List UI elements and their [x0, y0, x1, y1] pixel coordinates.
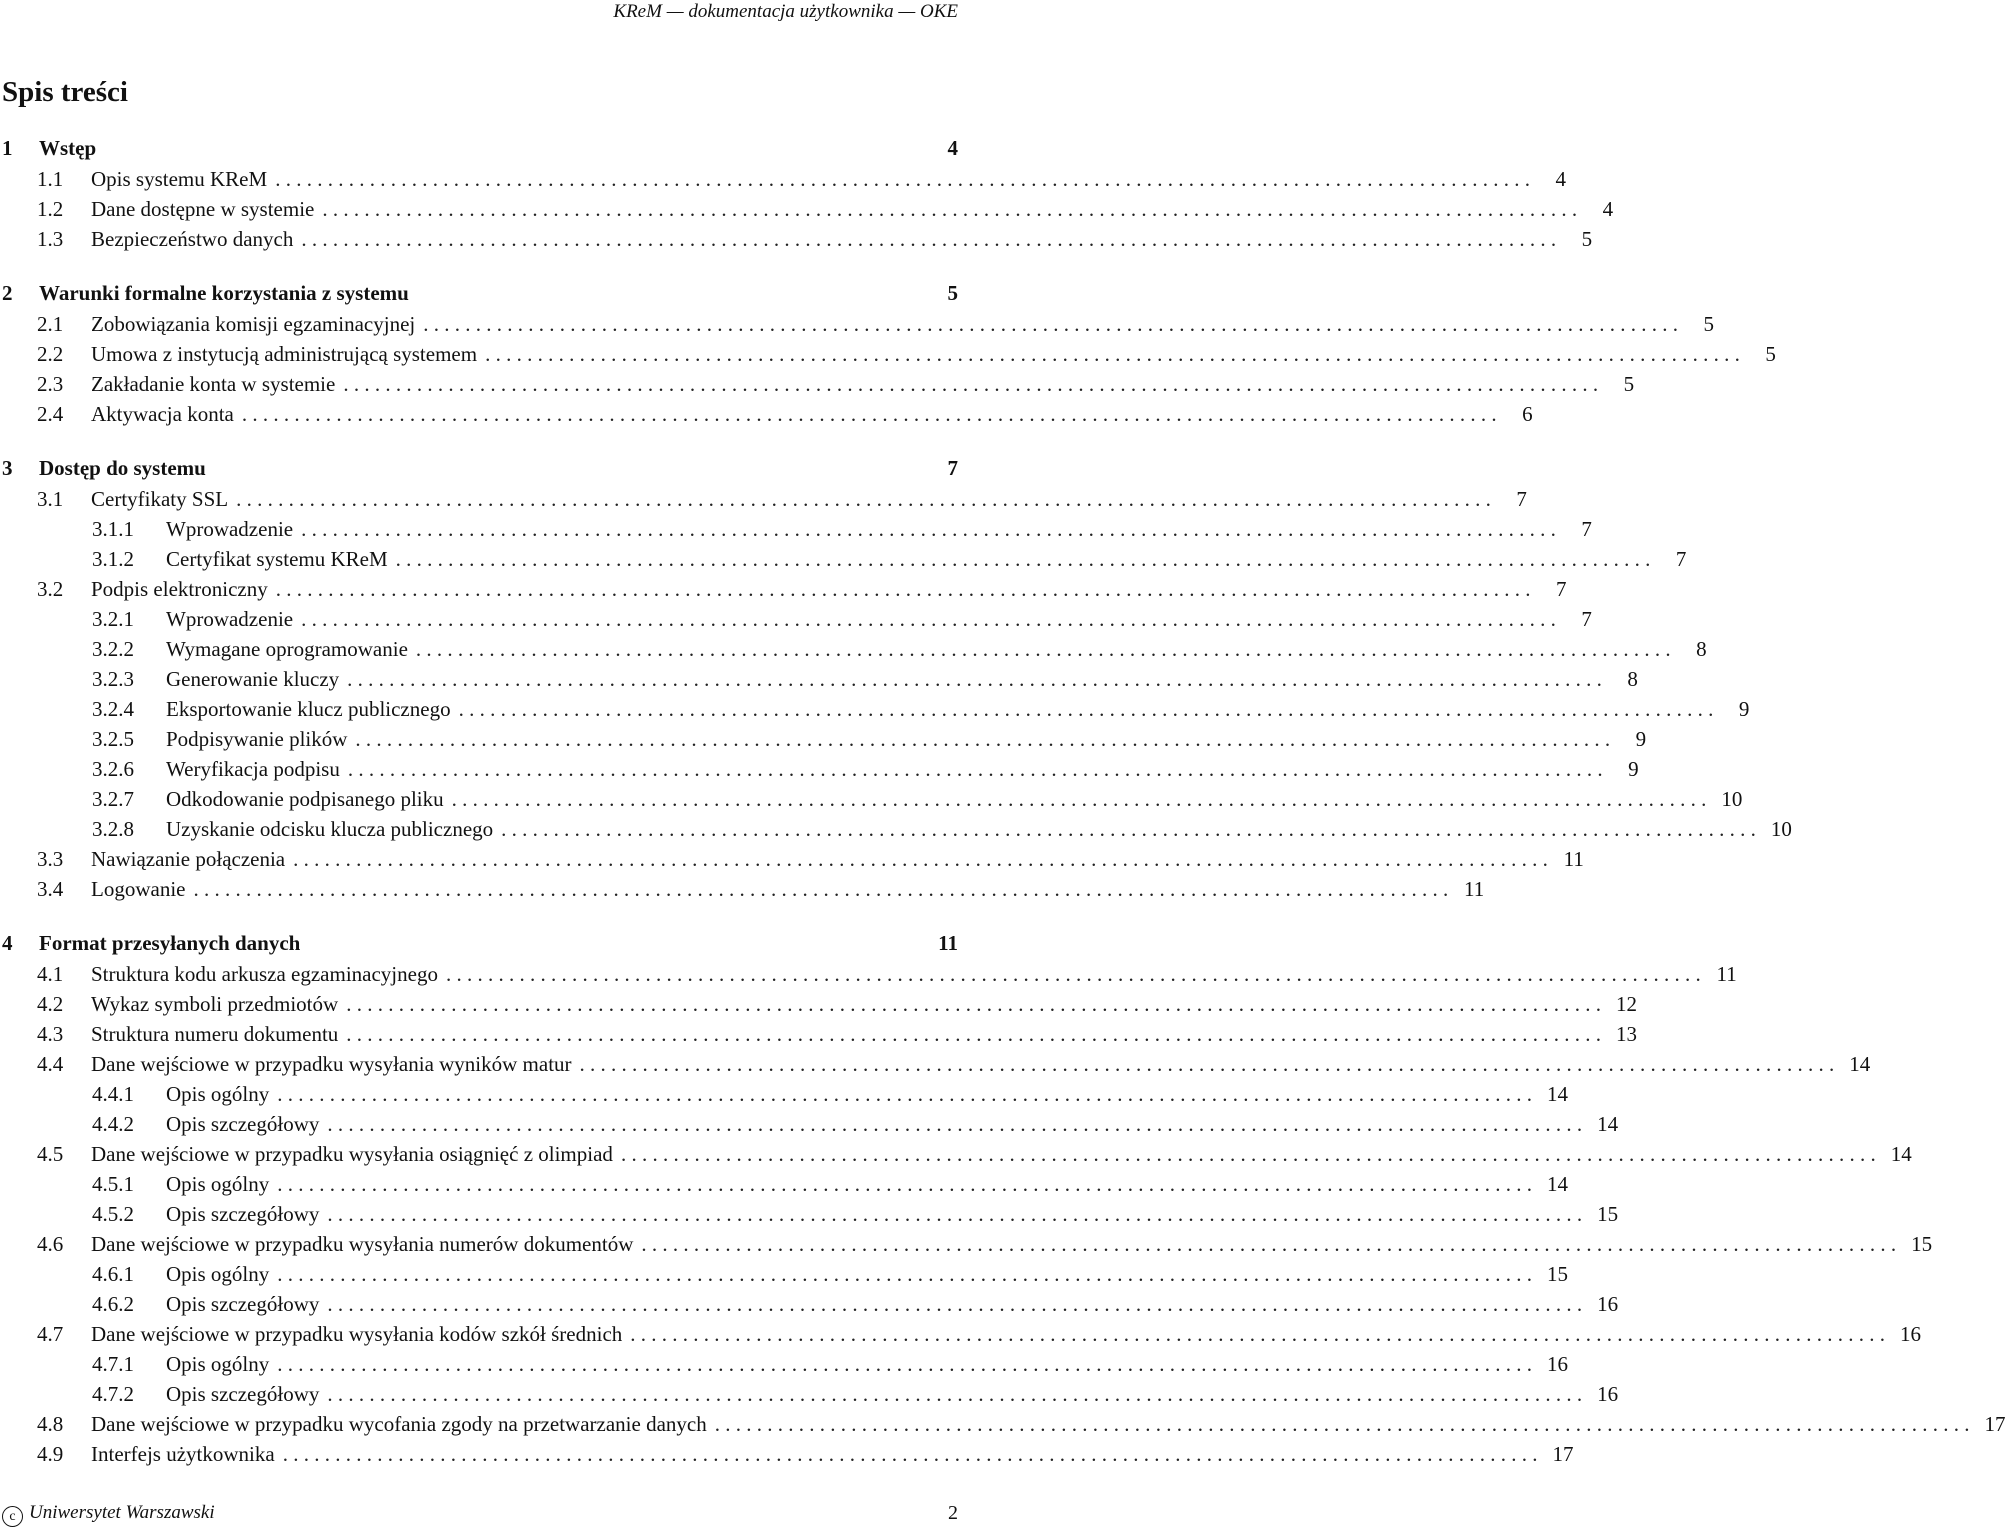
toc-entry-title: Nawiązanie połączenia: [91, 847, 286, 871]
toc-entry-title: Podpisywanie plików: [166, 727, 348, 751]
toc-entry[interactable]: [0, 989, 1637, 1019]
toc-entry-number: 4.4.2: [92, 1112, 134, 1136]
toc-entry[interactable]: [0, 664, 1638, 694]
toc-entry-number: 2.2: [37, 342, 64, 366]
toc-entry-page: 5: [1581, 227, 1593, 251]
toc-dot-leader: . . . . . . . . . . . . . . . . . . . . . . . . . . . . . . . . . . . . . . . . . . . . . . . . . . . . . . . . . . . . . . . . . . . . . . . . . . . . . . . . . . . . . . . . . . . . . . . . . . . . . . . . . . . . . . . . . . . . . . . .: [277, 1262, 1533, 1286]
toc-entry-title: Generowanie kluczy: [166, 667, 340, 691]
toc-entry-number: 3.2.8: [92, 817, 134, 841]
toc-entry-page: 7: [1516, 487, 1527, 511]
toc-entry[interactable]: [0, 514, 1592, 544]
toc-entry-page: 14: [1849, 1052, 1871, 1076]
toc-entry[interactable]: [0, 694, 1750, 724]
toc-entry[interactable]: [0, 959, 1737, 989]
toc-dot-leader: . . . . . . . . . . . . . . . . . . . . . . . . . . . . . . . . . . . . . . . . . . . . . . . . . . . . . . . . . . . . . . . . . . . . . . . . . . . . . . . . . . . . . . . . . . . . . . . . . . . . . . . . . . . . . . . . . . . . . . . .: [282, 1442, 1538, 1466]
toc-entry[interactable]: [0, 1229, 1933, 1259]
toc-entry[interactable]: [0, 634, 1707, 664]
toc-entry-title: Opis ogólny: [166, 1262, 270, 1286]
toc-entry-page: 16: [1900, 1322, 1922, 1346]
toc-dot-leader: . . . . . . . . . . . . . . . . . . . . . . . . . . . . . . . . . . . . . . . . . . . . . . . . . . . . . . . . . . . . . . . . . . . . . . . . . . . . . . . . . . . . . . . . . . . . . . . . . . . . . . . . . . . . . . . . . . . . . . . .: [501, 817, 1756, 841]
toc-entry-title: Zakładanie konta w systemie: [91, 372, 336, 396]
toc-dot-leader: . . . . . . . . . . . . . . . . . . . . . . . . . . . . . . . . . . . . . . . . . . . . . . . . . . . . . . . . . . . . . . . . . . . . . . . . . . . . . . . . . . . . . . . . . . . . . . . . . . . . . . . . . . . . . . . . . . . . . . . .: [193, 877, 1449, 901]
toc-entry-title: Opis szczegółowy: [166, 1292, 320, 1316]
toc-entry-page: 7: [947, 456, 958, 480]
toc-entry[interactable]: [0, 369, 1635, 399]
toc-entry-page: 11: [1716, 962, 1737, 986]
toc-entry-page: 9: [1628, 757, 1639, 781]
toc-entry[interactable]: [0, 224, 1593, 254]
toc-entry[interactable]: [0, 1439, 1574, 1469]
toc-entry-title: Dane wejściowe w przypadku wycofania zgody na przetwarzanie danych: [91, 1412, 707, 1436]
copyright-icon: c: [2, 1506, 23, 1527]
toc-entry-title: Dane wejściowe w przypadku wysyłania osiągnięć z olimpiad: [91, 1142, 613, 1166]
toc-entry[interactable]: [0, 1259, 1569, 1289]
toc-entry-title: Wstęp: [39, 136, 97, 160]
toc-entry-number: 4.9: [37, 1442, 64, 1466]
toc-entry-number: 4.5.2: [92, 1202, 134, 1226]
toc-dot-leader: . . . . . . . . . . . . . . . . . . . . . . . . . . . . . . . . . . . . . . . . . . . . . . . . . . . . . . . . . . . . . . . . . . . . . . . . . . . . . . . . . . . . . . . . . . . . . . . . . . . . . . . . . . . . . . . . . . . . . . . .: [347, 667, 1602, 691]
toc-entry-title: Aktywacja konta: [91, 402, 234, 426]
toc-entry-page: 15: [1597, 1202, 1619, 1226]
toc-entry-page: 9: [1635, 727, 1647, 751]
toc-dot-leader: . . . . . . . . . . . . . . . . . . . . . . . . . . . . . . . . . . . . . . . . . . . . . . . . . . . . . . . . . . . . . . . . . . . . . . . . . . . . . . . . . . . . . . . . . . . . . . . . . . . . . . . . . . . . . . . . . . . . . . . .: [620, 1142, 1876, 1166]
toc-entry-title: Weryfikacja podpisu: [166, 757, 340, 781]
toc-entry-page: 12: [1615, 992, 1637, 1016]
toc-entry-number: 3.1: [37, 487, 64, 511]
toc-entry[interactable]: [0, 1139, 1912, 1169]
toc-entry[interactable]: [0, 164, 1566, 194]
toc-entry-number: 1: [2, 136, 13, 160]
toc-entry-title: Dane wejściowe w przypadku wysyłania wyników matur: [91, 1052, 572, 1076]
toc-entry-number: 2.4: [37, 402, 64, 426]
toc-entry-number: 4.7.2: [92, 1382, 134, 1406]
toc-entry[interactable]: [0, 1049, 1871, 1079]
toc-entry-page: 9: [1738, 697, 1750, 721]
toc-dot-leader: . . . . . . . . . . . . . . . . . . . . . . . . . . . . . . . . . . . . . . . . . . . . . . . . . . . . . . . . . . . . . . . . . . . . . . . . . . . . . . . . . . . . . . . . . . . . . . . . . . . . . . . . . . . . . . . . . . . . . . . .: [301, 227, 1557, 251]
toc-dot-leader: . . . . . . . . . . . . . . . . . . . . . . . . . . . . . . . . . . . . . . . . . . . . . . . . . . . . . . . . . . . . . . . . . . . . . . . . . . . . . . . . . . . . . . . . . . . . . . . . . . . . . . . . . . . . . . . . . . . . . . . .: [346, 992, 1601, 1016]
toc-entry[interactable]: [0, 1169, 1569, 1199]
toc-entry-page: 4: [1602, 197, 1614, 221]
toc-dot-leader: . . . . . . . . . . . . . . . . . . . . . . . . . . . . . . . . . . . . . . . . . . . . . . . . . . . . . . . . . . . . . . . . . . . . . . . . . . . . . . . . . . . . . . . . . . . . . . . . . . . . . . . . . . . . . . . . . . . . . . . .: [395, 547, 1651, 571]
toc-entry[interactable]: [0, 278, 958, 308]
toc-entry[interactable]: [0, 339, 1776, 369]
toc-entry[interactable]: [0, 1109, 1619, 1139]
toc-dot-leader: . . . . . . . . . . . . . . . . . . . . . . . . . . . . . . . . . . . . . . . . . . . . . . . . . . . . . . . . . . . . . . . . . . . . . . . . . . . . . . . . . . . . . . . . . . . . . . . . . . . . . . . . . . . . . . . . . . . . . . . .: [275, 167, 1530, 191]
toc-entry-title: Warunki formalne korzystania z systemu: [39, 281, 409, 305]
footer-organization: Uniwersytet Warszawski: [29, 1502, 215, 1523]
toc-entry-title: Logowanie: [91, 877, 186, 901]
toc-dot-leader: . . . . . . . . . . . . . . . . . . . . . . . . . . . . . . . . . . . . . . . . . . . . . . . . . . . . . . . . . . . . . . . . . . . . . . . . . . . . . . . . . . . . . . . . . . . . . . . . . . . . . . . . . . . . . . . . . . . . . . . .: [277, 1172, 1533, 1196]
toc-dot-leader: . . . . . . . . . . . . . . . . . . . . . . . . . . . . . . . . . . . . . . . . . . . . . . . . . . . . . . . . . . . . . . . . . . . . . . . . . . . . . . . . . . . . . . . . . . . . . . . . . . . . . . . . . . . . . . . . . . . . . . . .: [236, 487, 1491, 511]
toc-entry-page: 5: [947, 281, 958, 305]
toc-dot-leader: . . . . . . . . . . . . . . . . . . . . . . . . . . . . . . . . . . . . . . . . . . . . . . . . . . . . . . . . . . . . . . . . . . . . . . . . . . . . . . . . . . . . . . . . . . . . . . . . . . . . . . . . . . . . . . . . . . . . . . . .: [277, 1352, 1533, 1376]
toc-entry-title: Wprowadzenie: [166, 517, 294, 541]
toc-entry-number: 1.3: [37, 227, 64, 251]
toc-dot-leader: . . . . . . . . . . . . . . . . . . . . . . . . . . . . . . . . . . . . . . . . . . . . . . . . . . . . . . . . . . . . . . . . . . . . . . . . . . . . . . . . . . . . . . . . . . . . . . . . . . . . . . . . . . . . . . . . . . . . . . . .: [355, 727, 1611, 751]
toc-entry[interactable]: [0, 754, 1639, 784]
toc-dot-leader: . . . . . . . . . . . . . . . . . . . . . . . . . . . . . . . . . . . . . . . . . . . . . . . . . . . . . . . . . . . . . . . . . . . . . . . . . . . . . . . . . . . . . . . . . . . . . . . . . . . . . . . . . . . . . . . . . . . . . . . .: [445, 962, 1701, 986]
toc-entry-page: 7: [1555, 577, 1567, 601]
toc-dot-leader: . . . . . . . . . . . . . . . . . . . . . . . . . . . . . . . . . . . . . . . . . . . . . . . . . . . . . . . . . . . . . . . . . . . . . . . . . . . . . . . . . . . . . . . . . . . . . . . . . . . . . . . . . . . . . . . . . . . . . . . .: [485, 342, 1740, 366]
toc-entry-title: Struktura numeru dokumentu: [91, 1022, 339, 1046]
toc-dot-leader: . . . . . . . . . . . . . . . . . . . . . . . . . . . . . . . . . . . . . . . . . . . . . . . . . . . . . . . . . . . . . . . . . . . . . . . . . . . . . . . . . . . . . . . . . . . . . . . . . . . . . . . . . . . . . . . . . . . . . . . .: [423, 312, 1678, 336]
toc-entry[interactable]: [0, 1409, 2005, 1439]
toc-entry[interactable]: [0, 1289, 1619, 1319]
toc-entry-number: 3.4: [37, 877, 64, 901]
toc-dot-leader: . . . . . . . . . . . . . . . . . . . . . . . . . . . . . . . . . . . . . . . . . . . . . . . . . . . . . . . . . . . . . . . . . . . . . . . . . . . . . . . . . . . . . . . . . . . . . . . . . . . . . . . . . . . . . . . . . . . . . . . .: [630, 1322, 1886, 1346]
toc-entry-title: Podpis elektroniczny: [91, 577, 268, 601]
toc-entry-page: 16: [1547, 1352, 1569, 1376]
toc-entry-page: 17: [1552, 1442, 1574, 1466]
toc-entry-title: Format przesyłanych danych: [39, 931, 301, 955]
toc-dot-leader: . . . . . . . . . . . . . . . . . . . . . . . . . . . . . . . . . . . . . . . . . . . . . . . . . . . . . . . . . . . . . . . . . . . . . . . . . . . . . . . . . . . . . . . . . . . . . . . . . . . . . . . . . . . . . . . . . . . . . . . .: [347, 757, 1603, 781]
toc-entry-number: 4.5.1: [92, 1172, 134, 1196]
toc-entry-page: 11: [1464, 877, 1485, 901]
toc-entry-number: 3.1.1: [92, 517, 134, 541]
toc-entry[interactable]: [0, 574, 1567, 604]
toc-entry-page: 14: [1890, 1142, 1912, 1166]
toc-entry-number: 4.4.1: [92, 1082, 134, 1106]
toc-entry[interactable]: [0, 309, 1714, 339]
toc-entry-page: 14: [1547, 1172, 1569, 1196]
toc-entry[interactable]: [0, 844, 1584, 874]
toc-entry-page: 6: [1522, 402, 1533, 426]
toc-entry-title: Odkodowanie podpisanego pliku: [166, 787, 444, 811]
running-header: KReM — dokumentacja użytkownika — OKE: [613, 1, 958, 22]
toc-entry-title: Bezpieczeństwo danych: [91, 227, 294, 251]
toc-entry-page: 7: [1581, 517, 1592, 541]
toc-entry-number: 4.7: [37, 1322, 64, 1346]
toc-dot-leader: . . . . . . . . . . . . . . . . . . . . . . . . . . . . . . . . . . . . . . . . . . . . . . . . . . . . . . . . . . . . . . . . . . . . . . . . . . . . . . . . . . . . . . . . . . . . . . . . . . . . . . . . . . . . . . . . . . . . . . . .: [327, 1382, 1583, 1406]
toc-entry-page: 7: [1581, 607, 1592, 631]
toc-entry-title: Struktura kodu arkusza egzaminacyjnego: [91, 962, 438, 986]
toc-entry-page: 13: [1616, 1022, 1638, 1046]
toc-entry-title: Zobowiązania komisji egzaminacyjnej: [91, 312, 416, 336]
toc-entry-title: Dane wejściowe w przypadku wysyłania numerów dokumentów: [91, 1232, 634, 1256]
toc-entry[interactable]: [0, 1019, 1638, 1049]
toc-entry-title: Opis ogólny: [166, 1082, 270, 1106]
toc-entry-number: 4.4: [37, 1052, 64, 1076]
toc-entry-number: 3.3: [37, 847, 64, 871]
toc-entry-number: 4.6: [37, 1232, 64, 1256]
toc-entry-page: 14: [1597, 1112, 1619, 1136]
toc-entry-number: 3.2.2: [92, 637, 134, 661]
toc-entry-title: Opis ogólny: [166, 1352, 270, 1376]
toc-entry-number: 4.6.2: [92, 1292, 134, 1316]
toc-entry[interactable]: [0, 928, 958, 958]
toc-entry-number: 4.3: [37, 1022, 64, 1046]
toc-entry-title: Wymagane oprogramowanie: [166, 637, 408, 661]
toc-entry-number: 4.2: [37, 992, 64, 1016]
toc-entry[interactable]: [0, 784, 1743, 814]
toc-entry-page: 16: [1597, 1292, 1619, 1316]
toc-entry-number: 4: [2, 931, 13, 955]
toc-entry-page: 11: [1563, 847, 1584, 871]
toc-entry-title: Uzyskanie odcisku klucza publicznego: [166, 817, 494, 841]
toc-entry[interactable]: [0, 484, 1527, 514]
page-number: 2: [948, 1502, 958, 1524]
toc-entry-page: 7: [1675, 547, 1687, 571]
toc-entry-page: 10: [1721, 787, 1743, 811]
toc-dot-leader: . . . . . . . . . . . . . . . . . . . . . . . . . . . . . . . . . . . . . . . . . . . . . . . . . . . . . . . . . . . . . . . . . . . . . . . . . . . . . . . . . . . . . . . . . . . . . . . . . . . . . . . . . . . . . . . . . . . . . . . .: [641, 1232, 1897, 1256]
toc-entry-number: 3.2.4: [92, 697, 134, 721]
toc-entry-page: 5: [1765, 342, 1776, 366]
toc-entry-number: 3.2.5: [92, 727, 134, 751]
toc-entry-page: 5: [1623, 372, 1635, 396]
toc-dot-leader: . . . . . . . . . . . . . . . . . . . . . . . . . . . . . . . . . . . . . . . . . . . . . . . . . . . . . . . . . . . . . . . . . . . . . . . . . . . . . . . . . . . . . . . . . . . . . . . . . . . . . . . . . . . . . . . . . . . . . . . .: [415, 637, 1671, 661]
toc-entry[interactable]: [0, 399, 1533, 429]
toc-entry-page: 17: [1984, 1412, 2005, 1436]
toc-entry-number: 3.2.3: [92, 667, 134, 691]
toc-entry[interactable]: [0, 604, 1592, 634]
toc-entry[interactable]: [0, 814, 1792, 844]
toc-entry-title: Interfejs użytkownika: [91, 1442, 275, 1466]
toc-entry-page: 10: [1770, 817, 1792, 841]
toc-dot-leader: . . . . . . . . . . . . . . . . . . . . . . . . . . . . . . . . . . . . . . . . . . . . . . . . . . . . . . . . . . . . . . . . . . . . . . . . . . . . . . . . . . . . . . . . . . . . . . . . . . . . . . . . . . . . . . . . . . . . . . . .: [579, 1052, 1835, 1076]
toc-entry-number: 3.2: [37, 577, 64, 601]
toc-dot-leader: . . . . . . . . . . . . . . . . . . . . . . . . . . . . . . . . . . . . . . . . . . . . . . . . . . . . . . . . . . . . . . . . . . . . . . . . . . . . . . . . . . . . . . . . . . . . . . . . . . . . . . . . . . . . . . . . . . . . . . . .: [241, 402, 1497, 426]
toc-entry-number: 2.3: [37, 372, 64, 396]
toc-dot-leader: . . . . . . . . . . . . . . . . . . . . . . . . . . . . . . . . . . . . . . . . . . . . . . . . . . . . . . . . . . . . . . . . . . . . . . . . . . . . . . . . . . . . . . . . . . . . . . . . . . . . . . . . . . . . . . . . . . . . . . . .: [327, 1202, 1583, 1226]
toc-dot-leader: . . . . . . . . . . . . . . . . . . . . . . . . . . . . . . . . . . . . . . . . . . . . . . . . . . . . . . . . . . . . . . . . . . . . . . . . . . . . . . . . . . . . . . . . . . . . . . . . . . . . . . . . . . . . . . . . . . . . . . . .: [346, 1022, 1602, 1046]
toc-dot-leader: . . . . . . . . . . . . . . . . . . . . . . . . . . . . . . . . . . . . . . . . . . . . . . . . . . . . . . . . . . . . . . . . . . . . . . . . . . . . . . . . . . . . . . . . . . . . . . . . . . . . . . . . . . . . . . . . . . . . . . . .: [322, 197, 1578, 221]
toc-entry-number: 1.2: [37, 197, 64, 221]
toc-entry-title: Opis szczegółowy: [166, 1382, 320, 1406]
toc-dot-leader: . . . . . . . . . . . . . . . . . . . . . . . . . . . . . . . . . . . . . . . . . . . . . . . . . . . . . . . . . . . . . . . . . . . . . . . . . . . . . . . . . . . . . . . . . . . . . . . . . . . . . . . . . . . . . . . . . . . . . . . .: [327, 1292, 1583, 1316]
toc-entry-number: 4.8: [37, 1412, 64, 1436]
toc-entry[interactable]: [0, 1199, 1619, 1229]
toc-entry-title: Wprowadzenie: [166, 607, 294, 631]
toc-dot-leader: . . . . . . . . . . . . . . . . . . . . . . . . . . . . . . . . . . . . . . . . . . . . . . . . . . . . . . . . . . . . . . . . . . . . . . . . . . . . . . . . . . . . . . . . . . . . . . . . . . . . . . . . . . . . . . . . . . . . . . . .: [293, 847, 1548, 871]
toc-entry-title: Wykaz symboli przedmiotów: [91, 992, 339, 1016]
page-title: Spis treści: [2, 76, 128, 108]
toc-entry[interactable]: [0, 1319, 1922, 1349]
toc-entry-title: Dane dostępne w systemie: [91, 197, 315, 221]
toc-entry-number: 2.1: [37, 312, 64, 336]
toc-dot-leader: . . . . . . . . . . . . . . . . . . . . . . . . . . . . . . . . . . . . . . . . . . . . . . . . . . . . . . . . . . . . . . . . . . . . . . . . . . . . . . . . . . . . . . . . . . . . . . . . . . . . . . . . . . . . . . . . . . . . . . . .: [275, 577, 1531, 601]
toc-entry[interactable]: [0, 1379, 1619, 1409]
toc-entry-page: 8: [1696, 637, 1707, 661]
toc-entry-page: 16: [1597, 1382, 1619, 1406]
toc-entry-page: 4: [947, 136, 958, 160]
toc-entry-title: Dane wejściowe w przypadku wysyłania kodów szkół średnich: [91, 1322, 623, 1346]
toc-dot-leader: . . . . . . . . . . . . . . . . . . . . . . . . . . . . . . . . . . . . . . . . . . . . . . . . . . . . . . . . . . . . . . . . . . . . . . . . . . . . . . . . . . . . . . . . . . . . . . . . . . . . . . . . . . . . . . . . . . . . . . . .: [458, 697, 1714, 721]
toc-entry-page: 15: [1911, 1232, 1933, 1256]
toc-dot-leader: . . . . . . . . . . . . . . . . . . . . . . . . . . . . . . . . . . . . . . . . . . . . . . . . . . . . . . . . . . . . . . . . . . . . . . . . . . . . . . . . . . . . . . . . . . . . . . . . . . . . . . . . . . . . . . . . . . . . . . . .: [343, 372, 1599, 396]
toc-entry-page: 4: [1555, 167, 1566, 191]
toc-entry[interactable]: [0, 453, 958, 483]
toc-entry-page: 8: [1627, 667, 1638, 691]
toc-entry[interactable]: [0, 874, 1485, 904]
toc-entry-number: 3.2.6: [92, 757, 134, 781]
toc-dot-leader: . . . . . . . . . . . . . . . . . . . . . . . . . . . . . . . . . . . . . . . . . . . . . . . . . . . . . . . . . . . . . . . . . . . . . . . . . . . . . . . . . . . . . . . . . . . . . . . . . . . . . . . . . . . . . . . . . . . . . . . .: [301, 607, 1556, 631]
toc-entry-number: 3.2.7: [92, 787, 134, 811]
toc-dot-leader: . . . . . . . . . . . . . . . . . . . . . . . . . . . . . . . . . . . . . . . . . . . . . . . . . . . . . . . . . . . . . . . . . . . . . . . . . . . . . . . . . . . . . . . . . . . . . . . . . . . . . . . . . . . . . . . . . . . . . . . .: [301, 517, 1556, 541]
toc-entry[interactable]: [0, 724, 1647, 754]
toc-entry-title: Certyfikat systemu KReM: [166, 547, 388, 571]
toc-entry-page: 14: [1547, 1082, 1569, 1106]
toc-entry-page: 11: [938, 931, 958, 955]
toc-entry[interactable]: [0, 133, 958, 163]
toc-entry-number: 1.1: [37, 167, 64, 191]
toc-entry-number: 4.1: [37, 962, 64, 986]
toc-entry[interactable]: [0, 1079, 1569, 1109]
toc-entry-title: Opis szczegółowy: [166, 1202, 320, 1226]
footer: [2, 1500, 215, 1527]
toc-entry-title: Eksportowanie klucz publicznego: [166, 697, 451, 721]
toc-entry[interactable]: [0, 544, 1687, 574]
toc-entry-number: 3.1.2: [92, 547, 134, 571]
toc-entry-title: Opis systemu KReM: [91, 167, 268, 191]
toc-entry-page: 5: [1703, 312, 1714, 336]
toc-entry-number: 4.5: [37, 1142, 64, 1166]
toc-dot-leader: . . . . . . . . . . . . . . . . . . . . . . . . . . . . . . . . . . . . . . . . . . . . . . . . . . . . . . . . . . . . . . . . . . . . . . . . . . . . . . . . . . . . . . . . . . . . . . . . . . . . . . . . . . . . . . . . . . . . . . . .: [714, 1412, 1970, 1436]
toc-entry-title: Umowa z instytucją administrującą systemem: [91, 342, 478, 366]
toc-entry-page: 15: [1547, 1262, 1569, 1286]
toc-dot-leader: . . . . . . . . . . . . . . . . . . . . . . . . . . . . . . . . . . . . . . . . . . . . . . . . . . . . . . . . . . . . . . . . . . . . . . . . . . . . . . . . . . . . . . . . . . . . . . . . . . . . . . . . . . . . . . . . . . . . . . . .: [277, 1082, 1533, 1106]
toc-entry-number: 4.7.1: [92, 1352, 134, 1376]
toc-dot-leader: . . . . . . . . . . . . . . . . . . . . . . . . . . . . . . . . . . . . . . . . . . . . . . . . . . . . . . . . . . . . . . . . . . . . . . . . . . . . . . . . . . . . . . . . . . . . . . . . . . . . . . . . . . . . . . . . . . . . . . . .: [451, 787, 1707, 811]
toc-dot-leader: . . . . . . . . . . . . . . . . . . . . . . . . . . . . . . . . . . . . . . . . . . . . . . . . . . . . . . . . . . . . . . . . . . . . . . . . . . . . . . . . . . . . . . . . . . . . . . . . . . . . . . . . . . . . . . . . . . . . . . . .: [327, 1112, 1583, 1136]
toc-entry[interactable]: [0, 1349, 1569, 1379]
toc-entry-number: 3.2.1: [92, 607, 134, 631]
toc-entry-title: Opis szczegółowy: [166, 1112, 320, 1136]
toc-entry[interactable]: [0, 194, 1614, 224]
toc-entry-number: 2: [2, 281, 13, 305]
toc-entry-title: Certyfikaty SSL: [91, 487, 229, 511]
toc-entry-number: 4.6.1: [92, 1262, 134, 1286]
toc-entry-title: Opis ogólny: [166, 1172, 270, 1196]
toc-entry-number: 3: [2, 456, 13, 480]
toc-entry-title: Dostęp do systemu: [39, 456, 206, 480]
